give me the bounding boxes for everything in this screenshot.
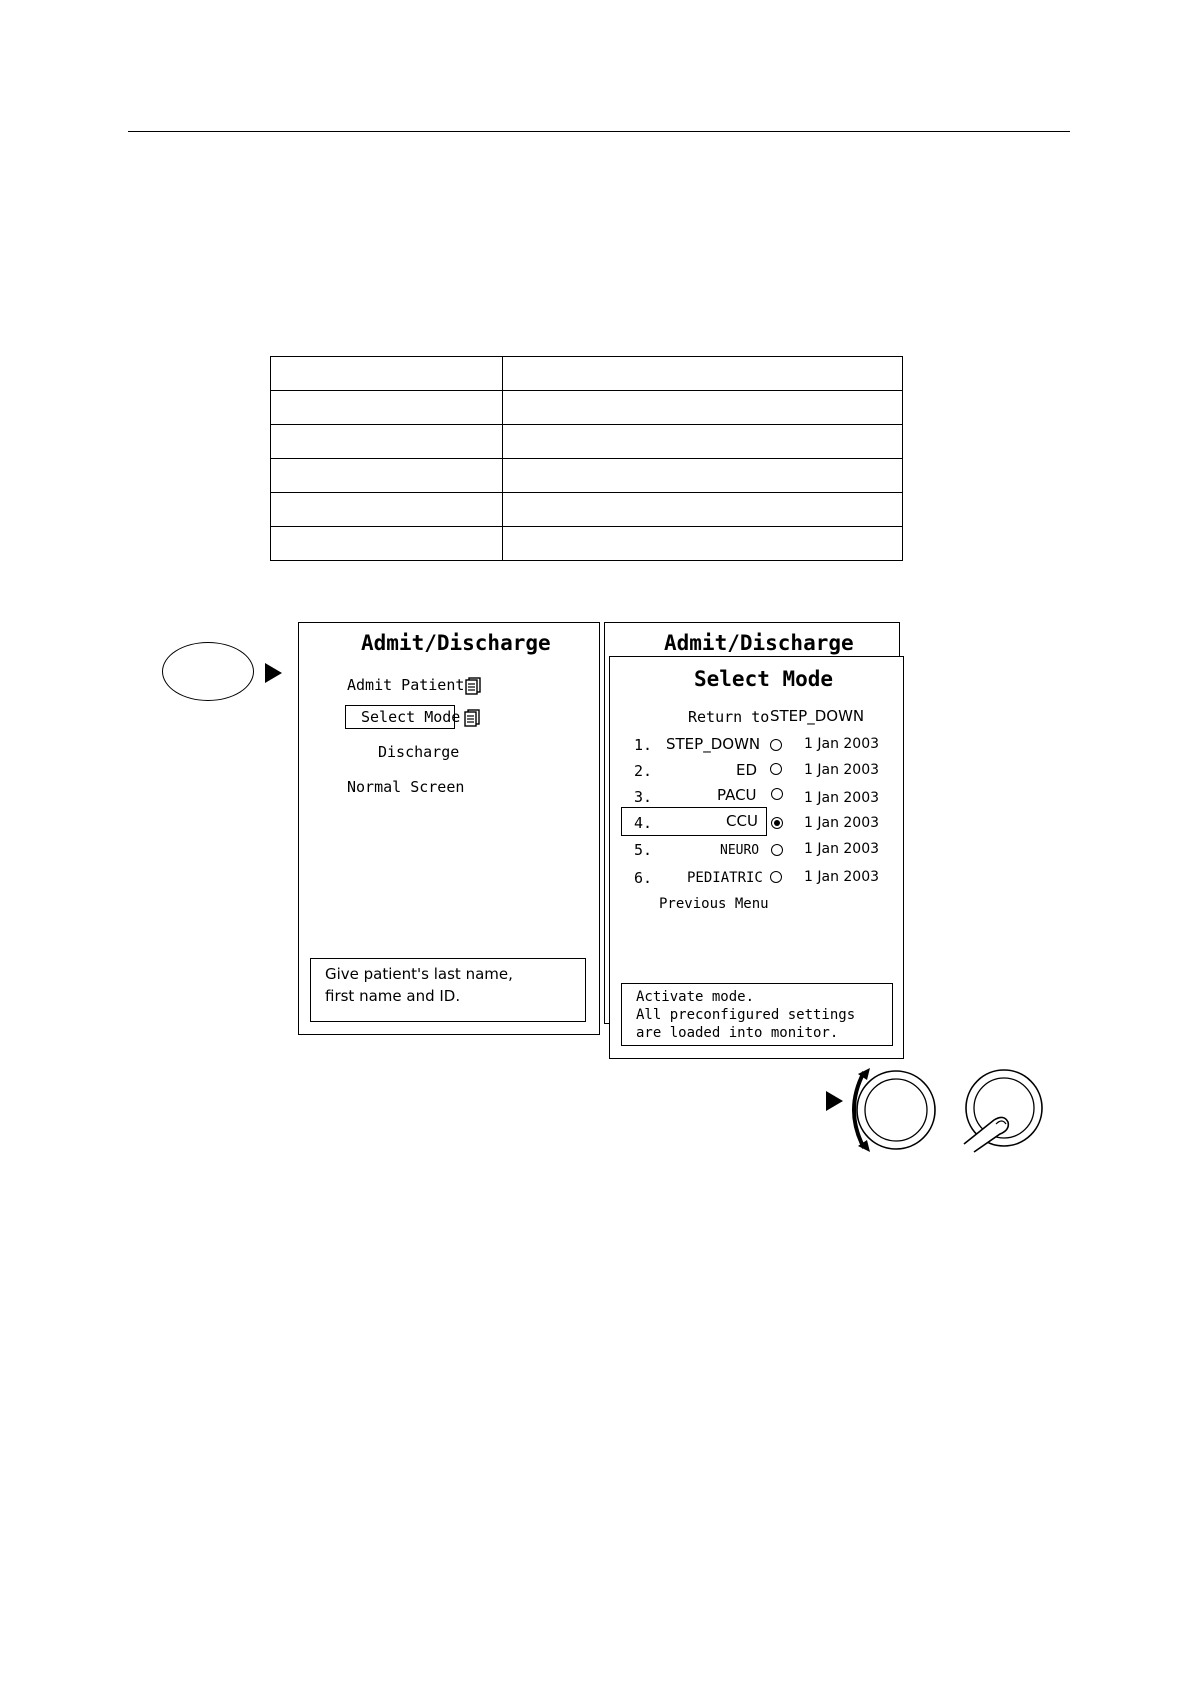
return-label: Return to <box>688 708 770 726</box>
mode-radio-button[interactable] <box>771 844 783 856</box>
mode-date: 1 Jan 2003 <box>804 815 880 831</box>
mode-name[interactable]: NEURO <box>720 843 760 858</box>
mode-name[interactable]: PEDIATRIC <box>687 870 763 886</box>
select-mode-menu <box>609 656 904 1059</box>
mode-name[interactable]: STEP_DOWN <box>666 735 761 753</box>
table-row <box>271 391 903 425</box>
menu-title: Admit/Discharge <box>361 631 551 655</box>
table-row <box>271 459 903 493</box>
press-knob-icon[interactable] <box>958 1064 1050 1156</box>
mode-radio-button[interactable] <box>771 788 783 800</box>
mode-name[interactable]: ED <box>736 761 758 779</box>
return-value[interactable]: STEP_DOWN <box>770 707 865 725</box>
message-line: All preconfigured settings <box>636 1007 856 1023</box>
table-row <box>271 493 903 527</box>
arrow-right-icon <box>826 1091 843 1111</box>
previous-menu-item[interactable]: Previous Menu <box>659 896 769 912</box>
mode-date: 1 Jan 2003 <box>804 869 880 885</box>
mode-number: 1. <box>634 736 653 754</box>
message-line: Give patient's last name, <box>325 965 513 983</box>
mode-name[interactable]: PACU <box>717 786 757 804</box>
mode-date: 1 Jan 2003 <box>804 790 880 806</box>
menu-item-discharge[interactable]: Discharge <box>378 743 460 761</box>
menu-item-normal-screen[interactable]: Normal Screen <box>347 778 465 796</box>
table-row <box>271 527 903 561</box>
mode-date: 1 Jan 2003 <box>804 736 880 752</box>
message-line: are loaded into monitor. <box>636 1025 839 1041</box>
mode-number: 5. <box>634 841 653 859</box>
mode-number: 3. <box>634 788 653 806</box>
message-line: first name and ID. <box>325 987 461 1005</box>
table-row <box>271 357 903 391</box>
mode-radio-button-selected[interactable] <box>771 817 783 829</box>
menu-item-admit-patient[interactable]: Admit Patient <box>347 676 465 694</box>
mode-radio-button[interactable] <box>770 763 782 775</box>
mode-date: 1 Jan 2003 <box>804 841 880 857</box>
rotate-knob-icon[interactable] <box>848 1064 940 1156</box>
menu-title: Admit/Discharge <box>664 631 854 655</box>
mode-radio-button[interactable] <box>770 871 782 883</box>
menu-item-select-mode[interactable]: Select Mode <box>361 708 461 726</box>
menu-list-icon <box>464 709 480 727</box>
arrow-right-icon <box>265 663 282 683</box>
top-rule <box>128 131 1070 132</box>
message-line: Activate mode. <box>636 989 755 1005</box>
mode-radio-button[interactable] <box>770 739 782 751</box>
mode-number: 4. <box>634 814 653 832</box>
mode-number: 6. <box>634 869 653 887</box>
mode-table <box>270 356 903 561</box>
select-mode-title: Select Mode <box>694 667 834 691</box>
key-button-icon[interactable] <box>162 642 254 701</box>
mode-number: 2. <box>634 762 653 780</box>
admit-discharge-menu <box>298 622 600 1035</box>
message-box <box>621 983 893 1046</box>
menu-list-icon <box>465 677 481 695</box>
mode-date: 1 Jan 2003 <box>804 762 880 778</box>
mode-name[interactable]: CCU <box>726 812 758 830</box>
message-box <box>310 958 586 1022</box>
table-row <box>271 425 903 459</box>
